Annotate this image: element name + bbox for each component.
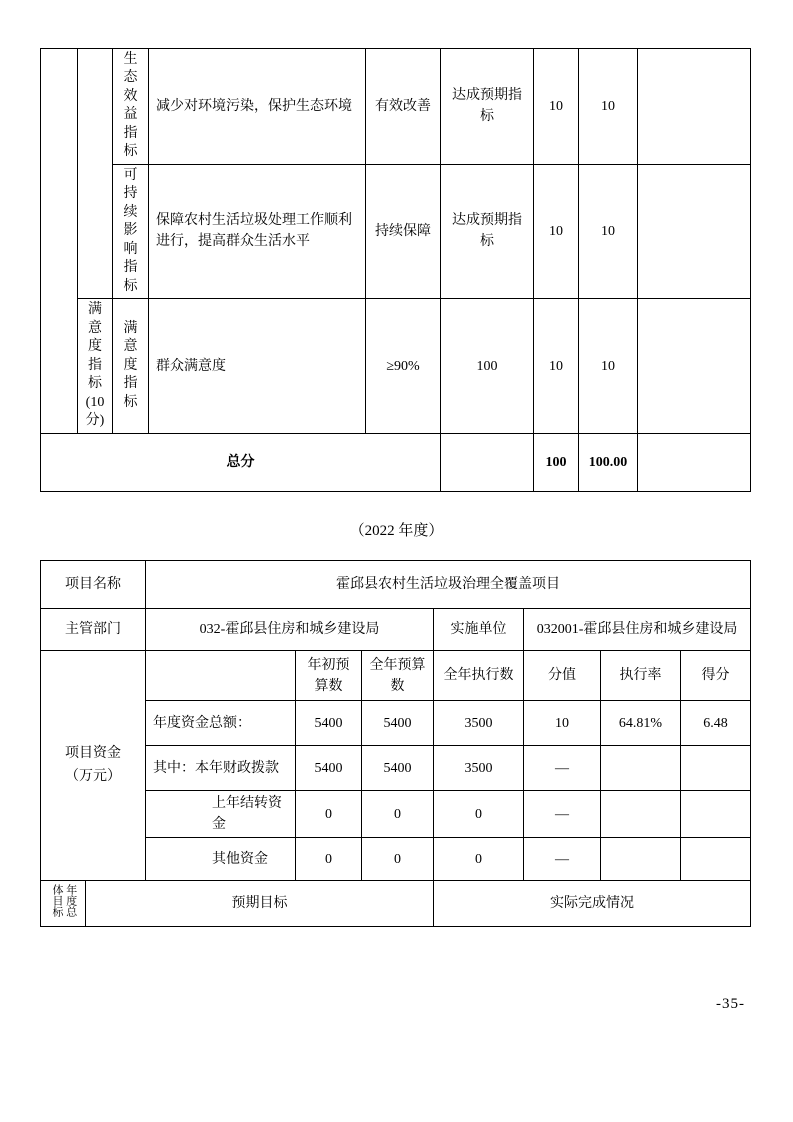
initial-budget-cell: 5400 [296,746,362,791]
score-cell: 6.48 [681,701,751,746]
fund-row-total [41,701,751,746]
indicator-description-cell: 群众满意度 [149,299,366,434]
execution-rate-cell [601,838,681,881]
score-header-cell: 得分 [681,651,751,701]
indicator-category-vertical-text: 可持续影响指标 [123,167,138,294]
completion-value-cell: 达成预期指标 [441,49,534,165]
total-row [41,434,751,492]
initial-budget-cell: 0 [296,838,362,881]
fund-row-other [41,838,751,881]
indicator-category-cell [113,49,149,165]
initial-budget-header-cell: 年初预算数 [296,651,362,701]
execution-rate-cell: 64.81% [601,701,681,746]
annual-budget-cell: 0 [362,791,434,838]
total-label-cell: 总分 [41,434,441,492]
annual-executed-cell: 0 [434,838,524,881]
points-cell: 10 [524,701,601,746]
points-cell: 10 [534,299,579,434]
fund-subcategory-header-empty-cell [146,651,296,701]
indicator-description-cell: 保障农村生活垃圾处理工作顺利进行，提高群众生活水平 [149,164,366,298]
score-cell [681,838,751,881]
indicator-description-cell: 减少对环境污染，保护生态环境 [149,49,366,165]
department-value-cell: 032-霍邱县住房和城乡建设局 [146,609,434,651]
points-cell: — [524,838,601,881]
annual-budget-header-cell: 全年预算数 [362,651,434,701]
actual-completion-header-cell: 实际完成情况 [434,881,751,927]
funds-label-cell [41,651,146,881]
project-name-row [41,561,751,609]
annual-goal-row [41,881,751,927]
indicator-category-cell [113,164,149,298]
annual-budget-cell: 5400 [362,746,434,791]
annual-executed-cell: 3500 [434,746,524,791]
execution-rate-cell [601,791,681,838]
total-points-cell: 100 [534,434,579,492]
funds-label-text: 项目资金（万元） [65,746,121,784]
score-cell: 10 [579,299,638,434]
implement-unit-value-cell: 032001-霍邱县住房和城乡建设局 [524,609,751,651]
points-header-cell: 分值 [524,651,601,701]
score-cell [681,746,751,791]
note-cell [638,49,751,165]
annual-executed-cell: 3500 [434,701,524,746]
indicator-category-cell [113,299,149,434]
department-label-cell: 主管部门 [41,609,146,651]
satisfaction-group-name-vertical-text: 满意度指标 [88,302,102,392]
total-completion-empty-cell [441,434,534,492]
implement-unit-label-cell: 实施单位 [434,609,524,651]
execution-rate-cell [601,746,681,791]
satisfaction-group-cell [78,299,113,434]
total-score-cell: 100.00 [579,434,638,492]
score-cell [681,791,751,838]
points-cell: — [524,746,601,791]
target-value-cell: ≥90% [366,299,441,434]
indicator-category-vertical-text: 生态效益指标 [123,52,138,160]
initial-budget-cell: 5400 [296,701,362,746]
note-cell [638,299,751,434]
fund-row-fiscal [41,746,751,791]
note-cell [638,164,751,298]
fund-row-label-cell: 其中：本年财政拨款 [146,746,296,791]
target-value-cell: 有效改善 [366,49,441,165]
year-section-title: （2022 年度） [349,523,444,539]
indicator-row-sustain [41,164,751,298]
indicator-row-eco [41,49,751,165]
annual-executed-header-cell: 全年执行数 [434,651,524,701]
fund-row-label-cell: 其他资金 [146,838,296,881]
fund-header-row [41,651,751,701]
level1-category-continuation-cell [41,49,78,434]
total-note-cell [638,434,751,492]
fund-row-label-cell: 年度资金总额： [146,701,296,746]
fund-row-label-cell: 上年结转资金 [146,791,296,838]
project-name-value-cell: 霍邱县农村生活垃圾治理全覆盖项目 [146,561,751,609]
execution-rate-header-cell: 执行率 [601,651,681,701]
satisfaction-group-points-text: (10分) [85,394,105,429]
department-row [41,609,751,651]
indicator-category-vertical-text: 满意度指标 [123,320,138,410]
annual-goal-vertical-text: 年度总体目标 [51,883,77,917]
initial-budget-cell: 0 [296,791,362,838]
points-cell: 10 [534,164,579,298]
completion-value-cell: 达成预期指标 [441,164,534,298]
annual-budget-cell: 0 [362,838,434,881]
annual-budget-cell: 5400 [362,701,434,746]
fund-row-carryover [41,791,751,838]
score-cell: 10 [579,49,638,165]
annual-executed-cell: 0 [434,791,524,838]
points-cell: 10 [534,49,579,165]
completion-value-cell: 100 [441,299,534,434]
project-fund-table [40,560,751,927]
level2-category-continuation-cell [78,49,113,299]
page-number: -35- [716,996,745,1012]
project-name-label-cell: 项目名称 [41,561,146,609]
score-cell: 10 [579,164,638,298]
expected-goal-header-cell: 预期目标 [86,881,434,927]
points-cell: — [524,791,601,838]
indicator-row-satisfaction [41,299,751,434]
target-value-cell: 持续保障 [366,164,441,298]
performance-indicator-table [40,48,751,492]
annual-goal-label-cell [41,881,86,927]
